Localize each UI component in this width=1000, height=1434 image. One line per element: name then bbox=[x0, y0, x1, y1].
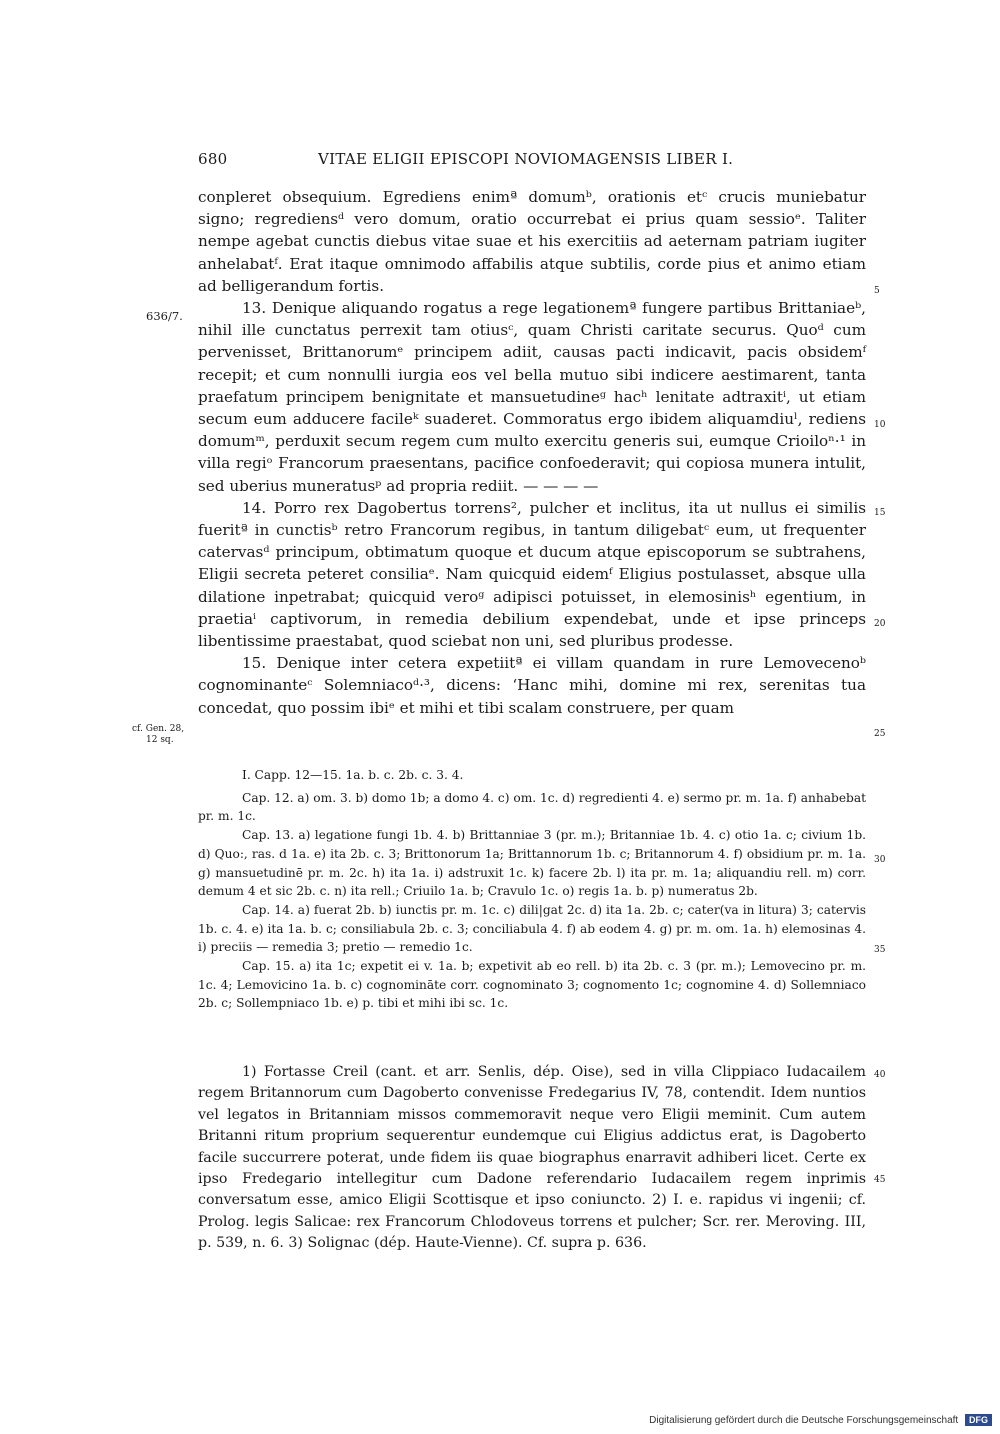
line-number-15: 15 bbox=[874, 508, 886, 518]
apparatus-cap-13: Cap. 13. a) legatione fungi 1b. 4. b) Brittanniae 3 (pr. m.); Britanniae 1b. 4. c) otio 1a. c; civium 1b. d) Quo:, ras. d 1a. e) ita 2b. c. 3; Brittonorum 1a; Brittannorum 1b. c; Britannorum 4. f) obsidium pr. m. 1a. g) mansuetudinē pr. m. 2c. h) ita 1a. i) adstruxit 1c. k) facere 2b. l) ita pr. m. 1a; aliquandiu rell. m) corr. demum 4 et sic 2b. c. n) ita rell.; Criuilo 1a. b; Cravulo 1c. o) regis 1a. b. p) numeratus 2b. bbox=[198, 828, 866, 899]
apparatus-cap-15: Cap. 15. a) ita 1c; expetit ei v. 1a. b; expetivit ab eo rell. b) ita 2b. c. 3 (pr. m.); Lemovecino pr. m. 1c. 4; Lemovicino 1a. b. c) cognomināte corr. cognominato 3; cognomento 1c; cognomine 4. d) Sollemniaco 2b. c; Sollempniaco 1b. e) p. tibi et mihi ibi sc. 1c. bbox=[198, 959, 866, 1011]
paragraph-chapter-13: 13. Denique aliquando rogatus a rege legationemª fungere partibus Brittaniaeᵇ, nihil ille cunctatus perrexit tam otiusᶜ, quam Christi caritate securus. Quoᵈ cum pervenisset, Brittanorumᵉ principem adiit, causas pacti indicavit, pacis obsidemᶠ recepit; et cum nonnulli iurgia eos vel bella mutuo sibi indicere aestimarent, tanta praefatum principem benignitate et mansuetudineᵍ hacʰ lenitate adtraxitⁱ, ut etiam secum eum adducere facileᵏ suaderet. Commoratus ergo ibidem aliquamdiuˡ, rediens domumᵐ, perduxit secum regem cum multo exercitu generis sui, eumque Crioiloⁿ·¹ in villa regiᵒ Francorum praesentans, pacifice confoederavit; qui copiosa munera intulit, sed uberius muneratusᵖ ad propria rediit. — — — — bbox=[198, 299, 866, 495]
line-number-25: 25 bbox=[874, 729, 886, 739]
critical-apparatus bbox=[198, 766, 866, 1013]
line-number-45: 45 bbox=[874, 1175, 886, 1185]
line-number-30: 30 bbox=[874, 855, 886, 865]
line-number-35: 35 bbox=[874, 945, 886, 955]
footnotes bbox=[198, 1062, 866, 1255]
paragraph-continuation: conpleret obsequium. Egrediens enimª domumᵇ, orationis etᶜ crucis muniebatur signo; regrediensᵈ vero domum, oratio occurrebat ei prius quam sessioᵉ. Taliter nempe agebat cunctis diebus vitae suae et his exercitiis ad aeternam patriam iugiter anhelabatᶠ. Erat itaque omnimodo affabilis atque subtilis, corde pius et animo etiam ad belligerandum fortis. bbox=[198, 188, 866, 295]
paragraph-chapter-15: 15. Denique inter cetera expetiitª ei villam quandam in rure Lemovecenoᵇ cognominanteᶜ Solemniacoᵈ·³, dicens: ‘Hanc mihi, domine mi rex, serenitas tua concedat, quo possim ibiᵉ et mihi et tibi scalam construere, per quam bbox=[198, 654, 866, 717]
footnote-text: 1) Fortasse Creil (cant. et arr. Senlis, dép. Oise), sed in villa Clippiaco Iudacailem regem Britannorum cum Dagoberto convenisse Fredegarius IV, 78, contendit. Idem nuntios vel legatos in Britanniam missos commemoravit neque vero Eligii meminit. Cum autem Britanni ritum proprium sequerentur eundemque cui Eligius addictus erat, is Dagoberto facile succurrere poterat, unde fidem iis quae biographus enarravit adhiberi licet. Certe ex ipso Fredegario intellegitur cum Dadone referendario Iudacailem regem inprimis conversatum esse, amico Eligii Scottisque et ipso coniuncto. 2) I. e. rapidus vi ingenii; cf. Prolog. legis Salicae: rex Francorum Chlodoveus torrens et pulcher; Scr. rer. Meroving. III, p. 539, n. 6. 3) Solignac (dép. Haute-Vienne). Cf. supra p. 636. bbox=[198, 1064, 866, 1252]
running-header bbox=[0, 150, 1000, 174]
apparatus-cap-12: Cap. 12. a) om. 3. b) domo 1b; a domo 4. c) om. 1c. d) regredienti 4. e) sermo pr. m. 1a. f) anhabebat pr. m. 1c. bbox=[198, 790, 866, 824]
margin-ref-1: cf. Gen. 28, bbox=[132, 724, 185, 734]
running-title: VITAE ELIGII EPISCOPI NOVIOMAGENSIS LIBER I. bbox=[318, 150, 734, 168]
apparatus-cap-14: Cap. 14. a) fuerat 2b. b) iunctis pr. m. 1c. c) dili|gat 2c. d) ita 1a. 2b. c; cater(va in litura) 3; catervis 1b. c. 4. e) ita 1a. b. c; consiliabula 2b. c. 3; conciliabula 4. f) ab eodem 4. g) pr. m. om. 1a. h) elemosinas 4. i) preciis — remedia 3; pretio — remedio 1c. bbox=[198, 902, 866, 955]
margin-date: 636/7. bbox=[146, 309, 183, 323]
page-number: 680 bbox=[198, 150, 228, 168]
line-number-5: 5 bbox=[874, 286, 880, 296]
main-text bbox=[198, 186, 866, 719]
line-number-20: 20 bbox=[874, 619, 886, 629]
credit-text: Digitalisierung gefördert durch die Deutsche Forschungsgemeinschaft bbox=[649, 1415, 959, 1426]
dfg-logo: DFG bbox=[965, 1414, 992, 1426]
line-number-10: 10 bbox=[874, 420, 886, 430]
line-number-40: 40 bbox=[874, 1070, 886, 1080]
apparatus-title: I. Capp. 12—15. 1a. b. c. 2b. c. 3. 4. bbox=[242, 768, 464, 782]
digitization-credit bbox=[649, 1414, 992, 1426]
paragraph-chapter-14: 14. Porro rex Dagobertus torrens², pulcher et inclitus, ita ut nullus ei similis fueritª in cunctisᵇ retro Francorum regibus, in tantum diligebatᶜ eum, ut frequenter catervasᵈ principum, obtimatum quoque et ducum atque episcoporum se subtrahens, Eligii secreta peteret consiliaᵉ. Nam quicquid eidemᶠ Eligius postulasset, absque ulla dilatione inpetrabat; quicquid veroᵍ adipisci potuisset, in elemosinisʰ egentium, in praetiaⁱ captivorum, in remedia debilium expendebat, unde et ipse princeps libentissime praestabat, quod sciebat non uni, sed pluribus prodesse. bbox=[198, 498, 866, 651]
margin-ref-2: 12 sq. bbox=[146, 735, 174, 745]
